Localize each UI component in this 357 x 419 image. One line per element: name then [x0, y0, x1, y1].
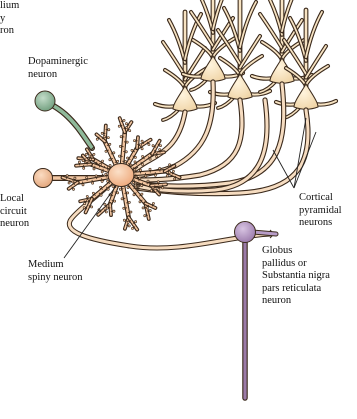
cortical-pyramidal-neurons	[155, 0, 336, 120]
cortical-pyramidal-neurons-label: Cortical pyramidal neurons	[299, 192, 342, 230]
dopaminergic-neuron-label: Dopaminergic neuron	[28, 56, 88, 81]
cortical-axons	[134, 82, 308, 194]
local-circuit-neuron-label: Local circuit neuron	[0, 193, 29, 231]
pyramidal-neuron	[183, 0, 243, 90]
globus-pallidus-neuron-label: Globus pallidus or Substantia nigra pars reticulata neuron	[262, 245, 330, 308]
medium-spiny-neuron-label: Medium spiny neuron	[28, 259, 83, 284]
top-left-fragment-label: lium y ron	[0, 0, 19, 38]
dopaminergic-neuron	[35, 91, 94, 150]
pyramidal-neuron	[155, 12, 215, 120]
medium-spiny-neuron	[108, 164, 134, 187]
